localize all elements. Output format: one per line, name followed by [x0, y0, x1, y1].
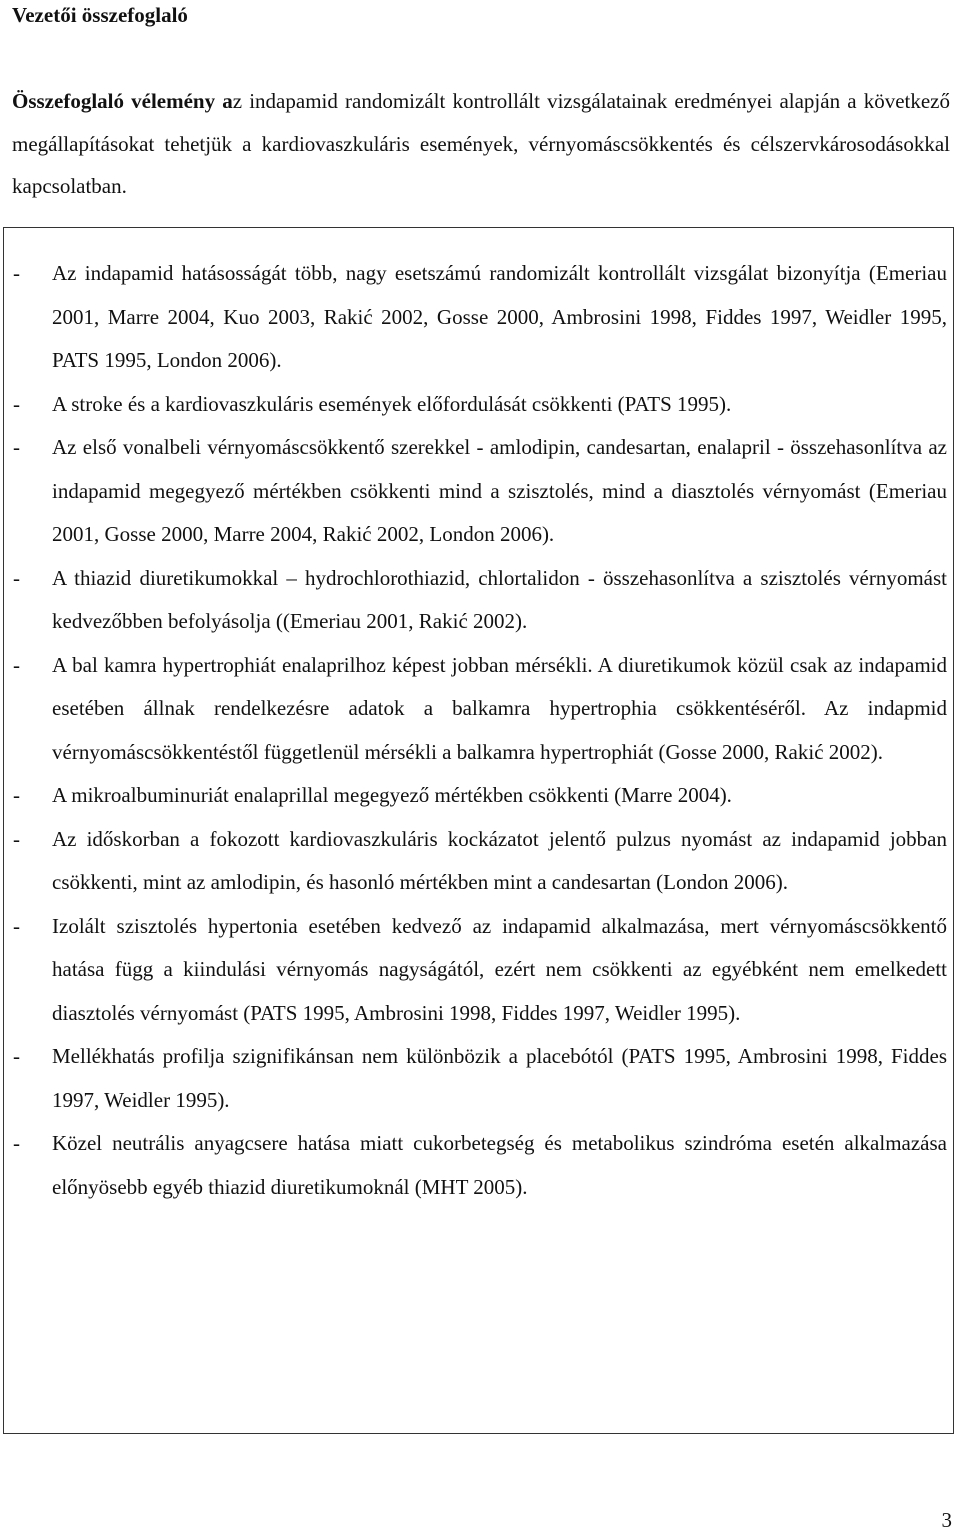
page-number: 3: [941, 1508, 952, 1532]
finding-item: [13, 818, 947, 905]
findings-list: [13, 252, 947, 1209]
finding-text: A mikroalbuminuriát enalaprillal megegyező mértékben csökkenti (Marre 2004).: [52, 783, 732, 807]
bullet-dash: -: [13, 783, 20, 807]
finding-text: Az első vonalbeli vérnyomáscsökkentő szerekkel - amlodipin, candesartan, enalapril - összehasonlítva az indapamid megegyező mértékben csökkenti mind a szisztolés, mind a diasztolés vérnyomást (Emeriau 2001, Gosse 2000, Marre 2004, Rakić 2002, London 2006).: [52, 435, 947, 546]
bullet-dash: -: [13, 652, 20, 677]
bullet-dash: -: [13, 913, 20, 938]
summary-intro: [12, 80, 950, 208]
finding-text: A stroke és a kardiovaszkuláris események előfordulását csökkenti (PATS 1995).: [52, 391, 732, 416]
findings-box: [3, 227, 954, 1434]
bullet-dash: -: [13, 1044, 20, 1068]
finding-text: Közel neutrális anyagcsere hatása miatt cukorbetegség és metabolikus szindróma esetén alkalmazása előnyösebb egyéb thiazid diuretikumoknál (MHT 2005).: [52, 1131, 947, 1199]
finding-item: [13, 1122, 947, 1209]
finding-item: [13, 644, 947, 775]
finding-item: [13, 426, 947, 557]
finding-text: A thiazid diuretikumokkal – hydrochlorothiazid, chlortalidon - összehasonlítva a szisztolés vérnyomást kedvezőbben befolyásolja ((Emeriau 2001, Rakić 2002).: [52, 565, 947, 633]
bullet-dash: -: [13, 261, 20, 285]
finding-item: [13, 252, 947, 383]
bullet-dash: -: [13, 565, 20, 590]
summary-intro-lead: Összefoglaló vélemény a: [12, 89, 233, 113]
finding-item: [13, 774, 947, 818]
finding-item: [13, 383, 947, 427]
finding-item: [13, 557, 947, 644]
page-title: Vezetői összefoglaló: [12, 3, 188, 27]
finding-text: Mellékhatás profilja szignifikánsan nem különbözik a placebótól (PATS 1995, Ambrosini 1998, Fiddes 1997, Weidler 1995).: [52, 1044, 947, 1112]
bullet-dash: -: [13, 435, 20, 459]
finding-item: [13, 1035, 947, 1122]
bullet-dash: -: [13, 391, 20, 416]
finding-text: A bal kamra hypertrophiát enalaprilhoz képest jobban mérsékli. A diuretikumok közül csak az indapamid esetében állnak rendelkezésre adatok a balkamra hypertrophia csökkentéséről. Az indapmid vérnyomáscsökkentéstől függetlenül mérsékli a balkamra hypertrophiát (Gosse 2000, Rakić 2002).: [52, 652, 947, 764]
finding-text: Izolált szisztolés hypertonia esetében kedvező az indapamid alkalmazása, mert vérnyomáscsökkentő hatása függ a kiindulási vérnyomás nagyságától, ezért nem csökkenti az egyébként nem emelkedett diasztolés vérnyomást (PATS 1995, Ambrosini 1998, Fiddes 1997, Weidler 1995).: [52, 913, 947, 1025]
finding-text: Az indapamid hatásosságát több, nagy esetszámú randomizált kontrollált vizsgálat bizonyítja (Emeriau 2001, Marre 2004, Kuo 2003, Rakić 2002, Gosse 2000, Ambrosini 1998, Fiddes 1997, Weidler 1995, PATS 1995, London 2006).: [52, 261, 947, 372]
finding-text: Az időskorban a fokozott kardiovaszkuláris kockázatot jelentő pulzus nyomást az indapamid jobban csökkenti, mint az amlodipin, és hasonló mértékben mint a candesartan (London 2006).: [52, 826, 947, 894]
summary-intro-text: z indapamid randomizált kontrollált vizsgálatainak eredményei alapján a következő megállapításokat tehetjük a kardiovaszkuláris események, vérnyomáscsökkentés és célszervkárosodásokkal kapcsolatban.: [12, 89, 950, 198]
bullet-dash: -: [13, 1131, 20, 1155]
finding-item: [13, 905, 947, 1036]
bullet-dash: -: [13, 826, 20, 851]
